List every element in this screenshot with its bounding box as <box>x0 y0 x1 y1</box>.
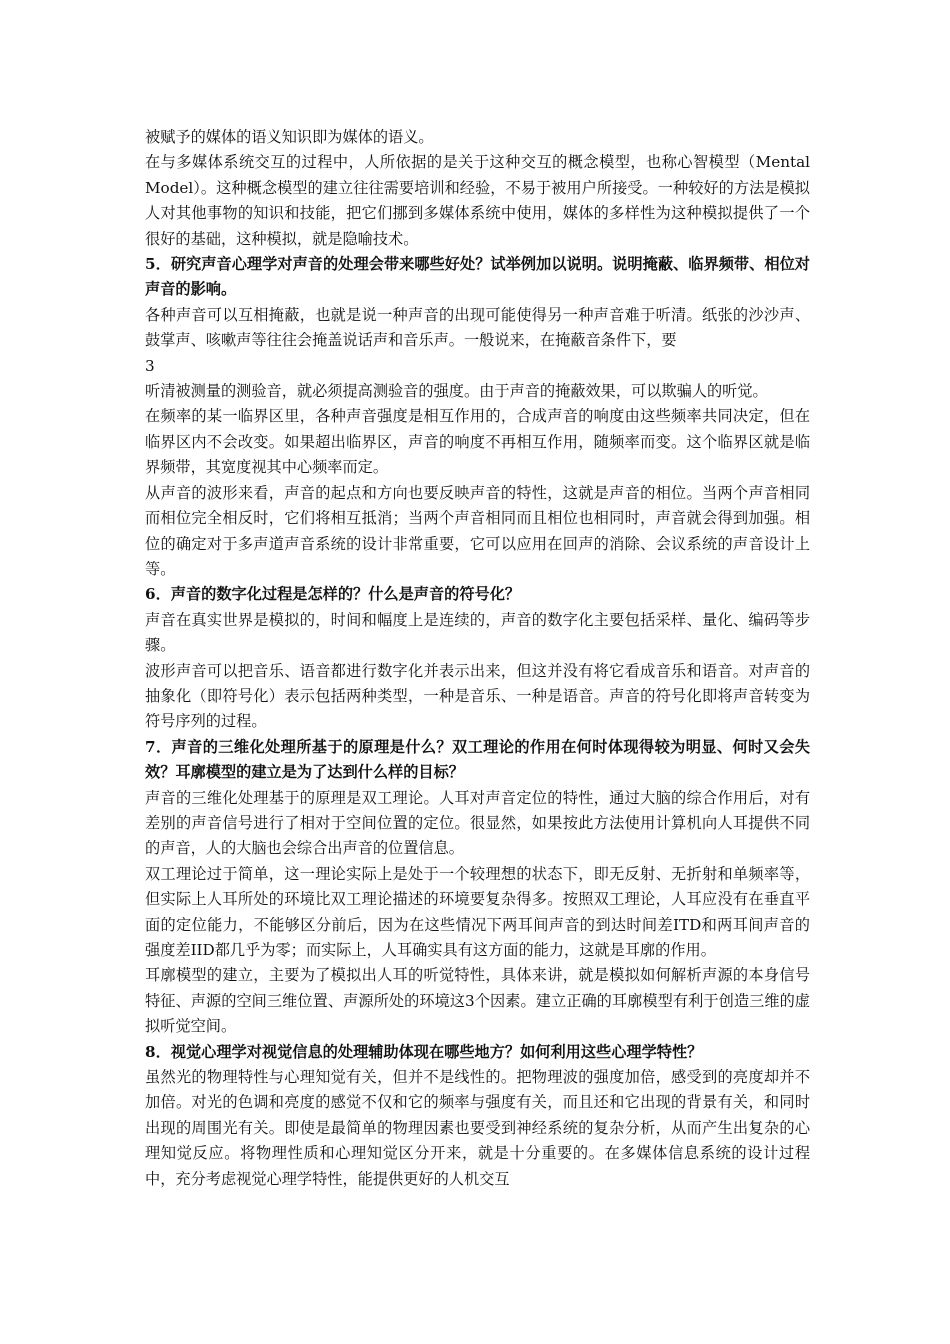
paragraph-pinna-model: 耳廓模型的建立，主要为了模拟出人耳的听觉特性，具体来讲，就是模拟如何解析声源的本身信号特征、声源的空间三维位置、声源所处的环境这3个因素。建立正确的耳廓模型有利于创造三维的虚拟听觉空间。 <box>145 966 810 1036</box>
question-8-heading: 8．视觉心理学对视觉信息的处理辅助体现在哪些地方？如何利用这些心理学特性？ <box>145 1042 703 1061</box>
paragraph-visual-psychology: 虽然光的物理特性与心理知觉有关，但并不是线性的。把物理波的强度加倍，感受到的亮度却并不加倍。对光的色调和亮度的感觉不仅和它的频率与强度有关，而且还和它出现的背景有关，和同时出现的周围光有关。即使是最简单的物理因素也要受到神经系统的复杂分析，从而产生出复杂的心理知觉反应。将物理性质和心理知觉区分开来，就是十分重要的。在多媒体信息系统的设计过程中，充分考虑视觉心理学特性，能提供更好的人机交互 <box>145 1068 810 1188</box>
paragraph-symbolization: 波形声音可以把音乐、语音都进行数字化并表示出来，但这并没有将它看成音乐和语音。对声音的抽象化（即符号化）表示包括两种类型，一种是音乐、一种是语音。声音的符号化即将声音转变为符号序列的过程。 <box>145 661 810 731</box>
paragraph-critical-band: 在频率的某一临界区里，各种声音强度是相互作用的，合成声音的响度由这些频率共同决定，但在临界区内不会改变。如果超出临界区，声音的响度不再相互作用，随频率而变。这个临界区就是临界频带，其宽度视其中心频率而定。 <box>145 407 810 477</box>
question-7-heading: 7．声音的三维化处理所基于的原理是什么？双工理论的作用在何时体现得较为明显、何时又会失效？耳廓模型的建立是为了达到什么样的目标？ <box>145 737 810 782</box>
paragraph-phase: 从声音的波形来看，声音的起点和方向也要反映声音的特性，这就是声音的相位。当两个声音相同而相位完全相反时，它们将相互抵消；当两个声音相同而且相位也相同时，声音就会得到加强。相位的确定对于多声道声音系统的设计非常重要，它可以应用在回声的消除、会议系统的声音设计上等。 <box>145 483 810 578</box>
paragraph-digitization: 声音在真实世界是模拟的，时间和幅度上是连续的，声音的数字化主要包括采样、量化、编码等步骤。 <box>145 610 810 655</box>
paragraph-masking: 各种声音可以互相掩蔽，也就是说一种声音的出现可能使得另一种声音难于听清。纸张的沙沙声、鼓掌声、咳嗽声等往往会掩盖说话声和音乐声。一般说来，在掩蔽音条件下，要 <box>145 305 810 350</box>
paragraph-mental-model: 在与多媒体系统交互的过程中，人所依据的是关于这种交互的概念模型，也称心智模型（Mental Model）。这种概念模型的建立往往需要培训和经验，不易于被用户所接受。一种较好的方法是模拟人对其他事物的知识和技能，把它们挪到多媒体系统中使用，媒体的多样性为这种模拟提供了一个很好的基础，这种模拟，就是隐喻技术。 <box>145 153 810 248</box>
page-number: 3 <box>145 356 155 375</box>
question-6-heading: 6．声音的数字化过程是怎样的？什么是声音的符号化？ <box>145 585 521 604</box>
paragraph-media-semantics: 被赋予的媒体的语义知识即为媒体的语义。 <box>145 128 434 146</box>
document-page <box>145 125 810 1192</box>
question-5-heading: 5．研究声音心理学对声音的处理会带来哪些好处？试举例加以说明。说明掩蔽、临界频带、相位对声音的影响。 <box>145 255 810 299</box>
paragraph-duplex-theory: 声音的三维化处理基于的原理是双工理论。人耳对声音定位的特性，通过大脑的综合作用后，对有差别的声音信号进行了相对于空间位置的定位。很显然，如果按此方法使用计算机向人耳提供不同的声音，人的大脑也会综合出声音的位置信息。 <box>145 788 810 858</box>
paragraph-duplex-limits: 双工理论过于简单，这一理论实际上是处于一个较理想的状态下，即无反射、无折射和单频率等，但实际上人耳所处的环境比双工理论描述的环境要复杂得多。按照双工理论，人耳应没有在垂直平面的定位能力，不能够区分前后，因为在这些情况下两耳间声音的到达时间差ITD和两耳间声音的强度差IID都几乎为零；而实际上，人耳确实具有这方面的能力，这就是耳廓的作用。 <box>145 864 810 959</box>
paragraph-masking-cont: 听清被测量的测验音，就必须提高测验音的强度。由于声音的掩蔽效果，可以欺骗人的听觉。 <box>145 382 768 401</box>
